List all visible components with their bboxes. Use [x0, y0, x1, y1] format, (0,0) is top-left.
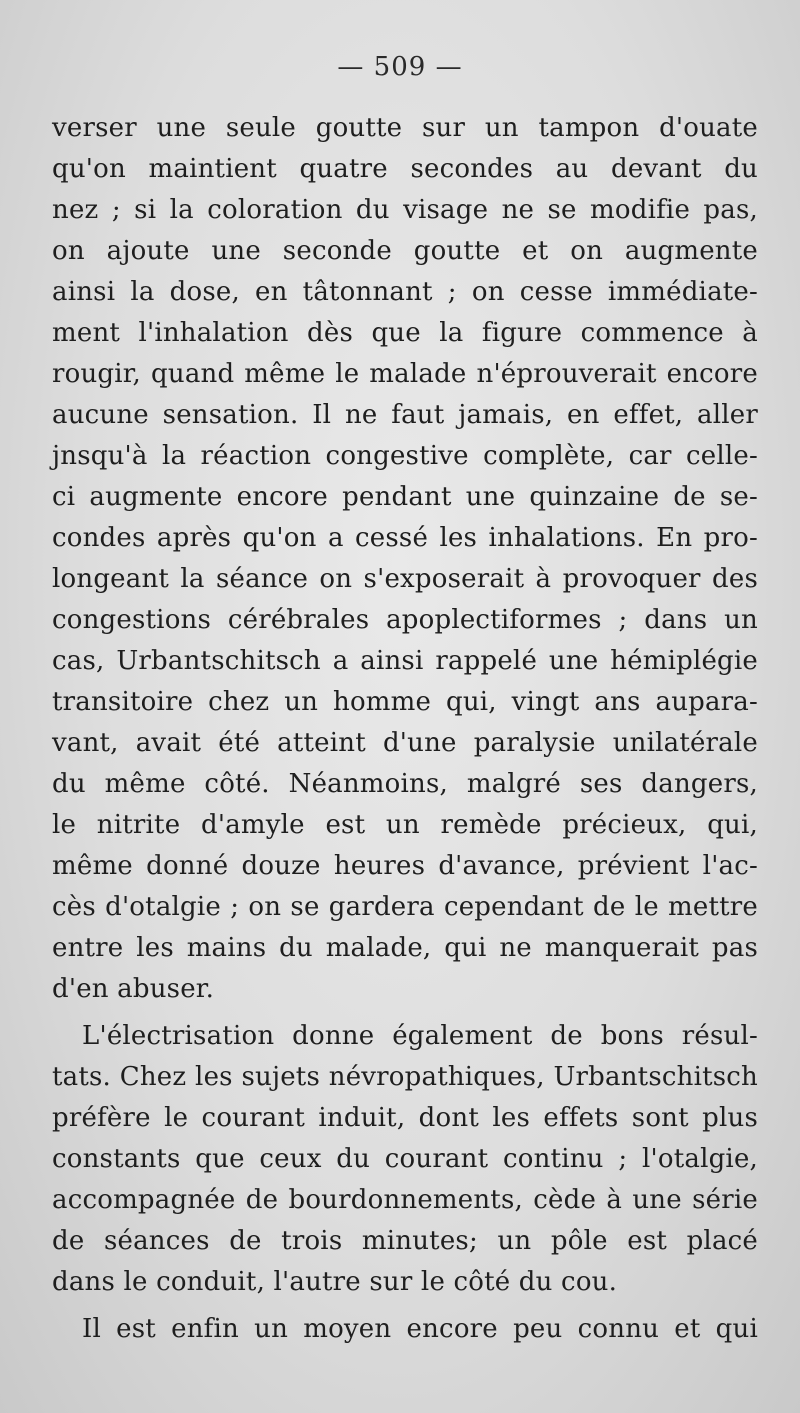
- paragraph-1: [52, 108, 758, 1010]
- page-number: — 509 —: [337, 52, 463, 82]
- text-line: aucune sensation. Il ne faut jamais, en effet, aller: [52, 400, 758, 430]
- text-line: même donné douze heures d'avance, prévient l'ac-: [52, 851, 758, 881]
- text-line: Il est enfin un moyen encore peu connu et qui: [82, 1314, 758, 1344]
- text-line: condes après qu'on a cessé les inhalations. En pro-: [52, 523, 758, 553]
- text-line: transitoire chez un homme qui, vingt ans aupara-: [52, 687, 758, 717]
- text-line: nez ; si la coloration du visage ne se modifie pas,: [52, 195, 758, 225]
- text-line: ment l'inhalation dès que la figure commence à: [52, 318, 758, 348]
- text-line: préfère le courant induit, dont les effets sont plus: [52, 1103, 758, 1133]
- text-line: du même côté. Néanmoins, malgré ses dangers,: [52, 769, 758, 799]
- text-line: d'en abuser.: [52, 974, 215, 1004]
- text-line: entre les mains du malade, qui ne manquerait pas: [52, 933, 758, 963]
- text-line: tats. Chez les sujets névropathiques, Urbantschitsch: [52, 1062, 758, 1092]
- text-line: qu'on maintient quatre secondes au devant du: [52, 154, 758, 184]
- text-line: on ajoute une seconde goutte et on augmente: [52, 236, 758, 266]
- text-line: dans le conduit, l'autre sur le côté du cou.: [52, 1267, 618, 1297]
- text-line: longeant la séance on s'exposerait à provoquer des: [52, 564, 758, 594]
- text-line: vant, avait été atteint d'une paralysie unilatérale: [52, 728, 758, 758]
- text-line: verser une seule goutte sur un tampon d'ouate: [52, 113, 758, 143]
- text-line: jnsqu'à la réaction congestive complète, car celle-: [52, 441, 758, 471]
- text-line: ainsi la dose, en tâtonnant ; on cesse immédiate-: [52, 277, 758, 307]
- text-line: rougir, quand même le malade n'éprouverait encore: [52, 359, 758, 389]
- text-line: constants que ceux du courant continu ; l'otalgie,: [52, 1144, 758, 1174]
- text-line: cès d'otalgie ; on se gardera cependant de le mettre: [52, 892, 758, 922]
- text-line: de séances de trois minutes; un pôle est placé: [52, 1226, 758, 1256]
- text-line: accompagnée de bourdonnements, cède à une série: [52, 1185, 758, 1215]
- body-text: [52, 108, 758, 1350]
- paragraph-2: [52, 1016, 758, 1303]
- text-line: L'électrisation donne également de bons résul-: [82, 1021, 758, 1051]
- text-line: congestions cérébrales apoplectiformes ; dans un: [52, 605, 758, 635]
- paragraph-3: [52, 1309, 758, 1350]
- text-line: cas, Urbantschitsch a ainsi rappelé une hémiplégie: [52, 646, 758, 676]
- text-line: le nitrite d'amyle est un remède précieux, qui,: [52, 810, 758, 840]
- text-line: ci augmente encore pendant une quinzaine de se-: [52, 482, 758, 512]
